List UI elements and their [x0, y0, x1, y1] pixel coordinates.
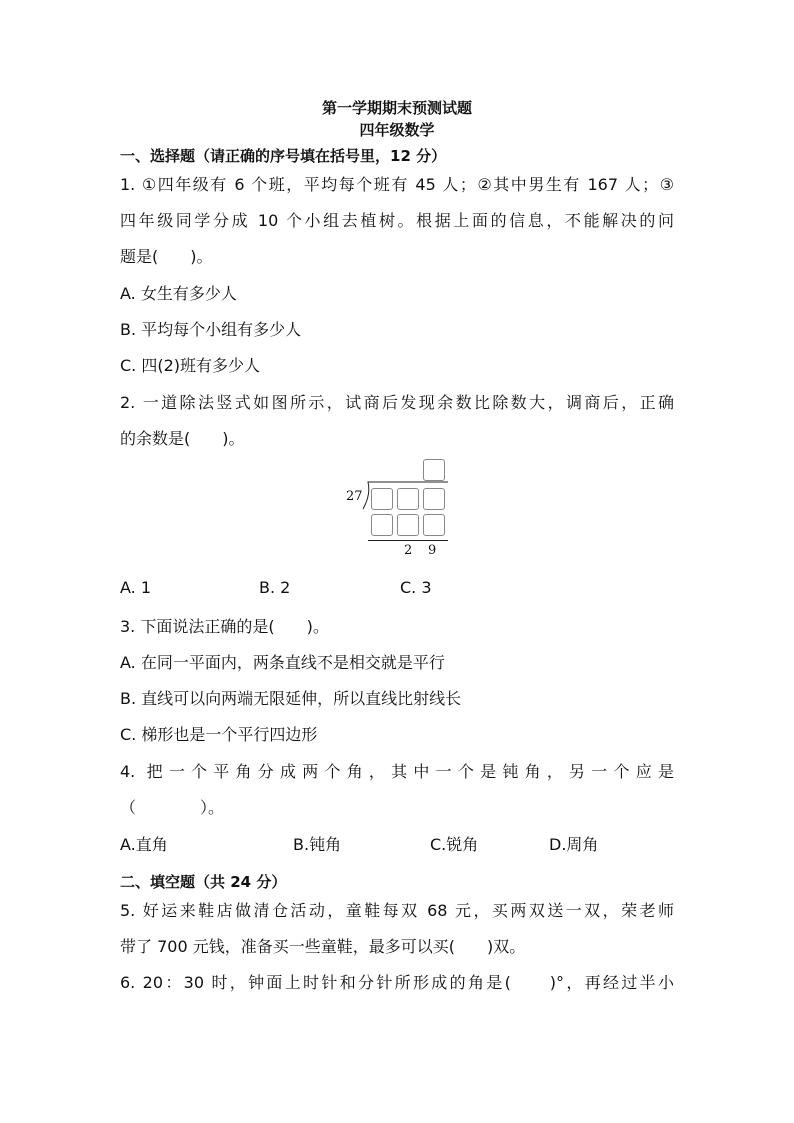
q4-option-c: C.锐角	[430, 835, 479, 854]
product-box-2	[397, 514, 419, 536]
q2-line-2: 的余数是( )。	[120, 429, 245, 448]
q2-option-c: C. 3	[400, 578, 432, 597]
product-box-1	[371, 514, 393, 536]
exam-subtitle: 四年级数学	[359, 121, 435, 139]
q5-line-1: 5. 好运来鞋店做清仓活动，童鞋每双 68 元，买两双送一双，荣老师	[120, 901, 674, 920]
q1-line-2: 四年级同学分成 10 个小组去植树。根据上面的信息，不能解决的问	[120, 211, 674, 230]
quotient-box	[423, 459, 445, 481]
section-2-heading: 二、填空题（共 24 分）	[120, 873, 287, 891]
subtraction-line	[368, 540, 448, 541]
q4-option-d: D.周角	[549, 835, 599, 854]
q4-option-a: A.直角	[120, 835, 168, 854]
q5-line-2: 带了 700 元钱，准备买一些童鞋，最多可以买( )双。	[120, 937, 526, 956]
q4-option-b: B.钝角	[293, 835, 342, 854]
divisor-text: 27	[346, 489, 363, 504]
dividend-box-2	[397, 488, 419, 510]
q3-line: 3. 下面说法正确的是( )。	[120, 617, 329, 636]
q2-option-b: B. 2	[259, 578, 291, 597]
dividend-box-1	[371, 488, 393, 510]
q3-option-b: B. 直线可以向两端无限延伸，所以直线比射线长	[120, 689, 462, 708]
q3-option-a: A. 在同一平面内，两条直线不是相交就是平行	[120, 653, 445, 672]
remainder-digit-1: 2	[404, 543, 413, 558]
exam-title: 第一学期期末预测试题	[321, 99, 472, 117]
q6-line: 6. 20：30 时，钟面上时针和分针所形成的角是( )°，再经过半小	[120, 973, 674, 992]
section-1-heading: 一、选择题（请正确的序号填在括号里，12 分）	[120, 147, 447, 165]
dividend-box-3	[423, 488, 445, 510]
remainder-digit-2: 9	[428, 543, 437, 558]
q3-option-c: C. 梯形也是一个平行四边形	[120, 725, 318, 744]
q1-line-1: 1. ①四年级有 6 个班，平均每个班有 45 人；②其中男生有 167 人；③	[120, 175, 674, 194]
q4-line-2: （ ）。	[120, 798, 225, 817]
q4-line-1: 4. 把一个平角分成两个角，其中一个是钝角，另一个应是	[120, 762, 674, 781]
q1-option-b: B. 平均每个小组有多少人	[120, 320, 302, 339]
q1-option-a: A. 女生有多少人	[120, 284, 237, 303]
q1-line-3: 题是( )。	[120, 247, 213, 266]
product-box-3	[423, 514, 445, 536]
q2-option-a: A. 1	[120, 578, 152, 597]
q2-line-1: 2. 一道除法竖式如图所示，试商后发现余数比除数大，调商后，正确	[120, 393, 674, 412]
q1-option-c: C. 四(2)班有多少人	[120, 356, 261, 375]
